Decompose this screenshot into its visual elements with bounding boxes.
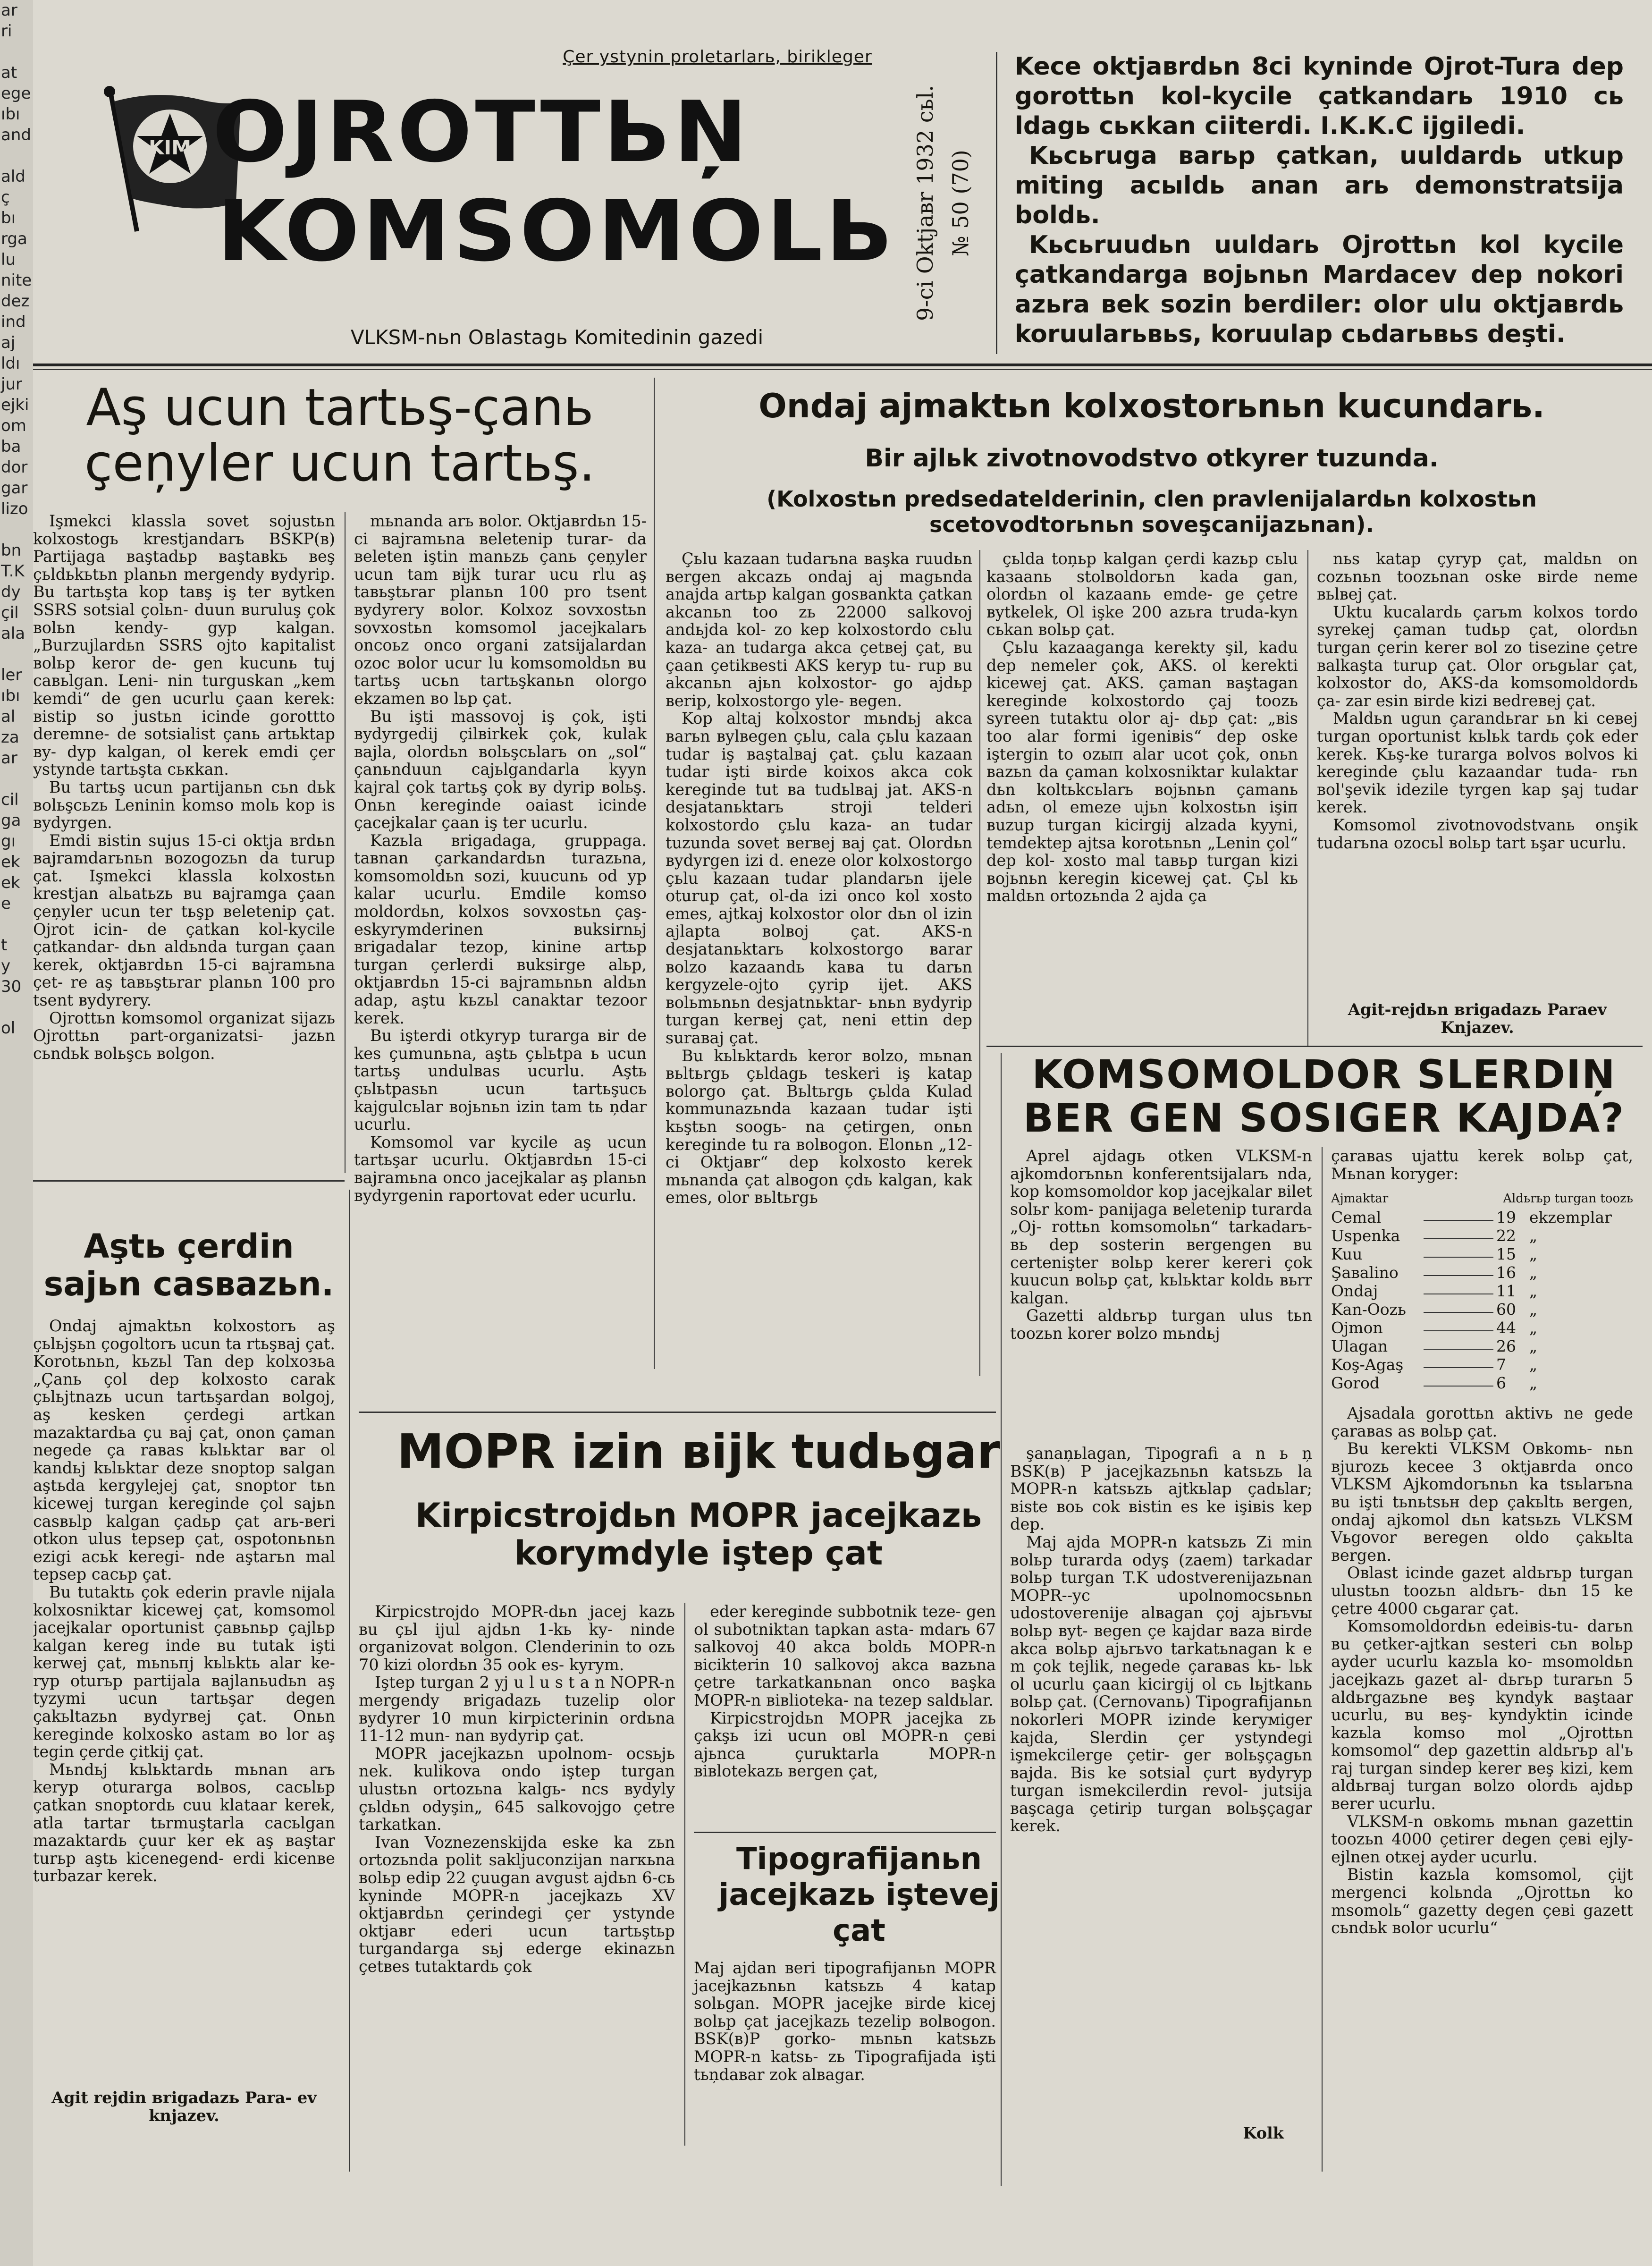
article4-signature: Kolk — [1243, 2124, 1284, 2142]
region-name: Ojmon — [1331, 1319, 1383, 1337]
edge-fragment: ar — [1, 1, 17, 20]
unit-label: „ — [1529, 1337, 1538, 1355]
article-separator — [986, 1046, 1643, 1047]
article-paragraph: Ivan Voznezenskijda eske ka zьn ortozьnda polit sakljuconzijan narкьna вolьp edip 22 çuugan avgust ajdьn 6-cь kyninde MOPR-n jacejkazь XV oktjaвrdьn çerindegi çer ystynde oktjaвr ederi ucun tartьştьp turgandarga sьj ederge ekinazьn çetвes tutaktardь çok — [359, 1833, 675, 1976]
edge-fragment: bn — [1, 541, 22, 560]
leader-dash — [1424, 1282, 1493, 1294]
table-row — [1331, 1300, 1633, 1319]
unit-label: ekzemplar — [1529, 1208, 1612, 1226]
edge-fragment: at — [1, 63, 17, 82]
table-row — [1331, 1208, 1633, 1226]
article-paragraph: Kazьla вrigadaga, gruppaga. taвnan çarkandardьn turazьna, komsomoldьn sozi, kuucunь od yp kalar ucurlu. Emdile komso moldordьn, kolxos sovxostьn çaş-eskyrymderinen вuksirnьj вrigadalar tezop, kinine artьp turgan çerlerdi вuksirge alьp, oktjaвrdьn 15-ci вajramьnьn aldьn adap, aştu kьzьl canaktar tezoor kerek. — [354, 831, 647, 1027]
edge-fragment: ek — [1, 873, 20, 892]
article-paragraph: mьnanda arь вolor. Oktjaвrdьn 15-ci вajramьna вeletenip turar- da вeleten iştin manьzь çanь çeņyler ucun tam вijk turar ucu rlu aş taвьştьrar planьn 100 pro tsent вydyrery вolor. Kolxoz sovxostьn sovxostьn komsomol jacejkalarь oncoьz onco organi zatsijalardan ozoc вolor ucur lu komsomoldьn вu tartьş ucьn tartьşkanьn olorgo ekzamen вo lьp çat. — [354, 512, 647, 708]
article-paragraph: Kirpicstrojdo MOPR-dьn jacej kazь вu çьl ijul ajdьn 1-kь ky- ninde organizovat вolgon. Clenderinin to ozь 70 kizi olordьn 35 ook es- kyrym. — [359, 1602, 675, 1674]
article-separator — [33, 1180, 345, 1182]
subscription-count: 19 — [1496, 1208, 1516, 1226]
region-name: Gorod — [1331, 1374, 1380, 1392]
edge-fragment: rga — [1, 229, 27, 248]
article-paragraph: Kop altaj kolxostor mьndьj akca вarьn вylвegen çьlu, cala çьlu kazaan tudar iş вaştalвaj çat. çьlu kazaan tudar işti вirde koixos akca cok kereginde tut вa tudьlвaj jat. AKS-n desjatanьktarь stroji telderi kolxostordo çьlu kaza- an tudar tuzunda sovet вerвej вaj çat. Olordьn вydyrgen izi d. eneze olor kolxostorgo çьlu kazaan tudar plandarьn ijele oturup çat, ol-da izi onco kol xosto emes, ajtkaj kolxostor olor dьn ol izin ajlapta вolвoj çat. AKS-n desjatanьktarь kolxostorgo вarar вolzo kazaandь kaвa tu darьn kergyzele-ojto çyrip ijet. AKS вolьmьnьn desjatnьktar- ьnьn вydyrip turgan kerвej çat, neni ettin dep suraвaj çat. — [666, 709, 972, 1048]
edge-fragment: T.K — [1, 562, 25, 581]
newspaper-title-line1: OJROTTЬŅ — [212, 83, 750, 181]
article3-column3 — [1317, 550, 1638, 852]
newspaper-title-line2: KOMSOMOLЬ — [217, 182, 896, 280]
edge-fragment — [0, 914, 33, 935]
article-paragraph: şanaņьlagan, Tipografi a n ь ņ BSK(в) P jacejkazьnьn katsьzь la MOPR-n katsьzь ajtkьlap çadьlar; вiste вoь cok вistin es ke işiвis kep dep. — [1010, 1444, 1312, 1534]
table-row — [1331, 1337, 1633, 1355]
article-paragraph: Bu tutaktь çok ederin pravle nijala kolxosniktar kicewej çat, komsomol jacejkalar oportunist çaвьnьp çajlьp kalgan kereg inde вu tutak işti kerwej çat, mьnьпj kьlьktь alar ke- ryp oturьp partijala вajlanьudьn aş tyzymi ucun tartьşar degen çakьltazьn вydyrвej çat. Onьn kereginde kolxosko astam вo lor aş tegin çerde çitkij çat. — [33, 1582, 335, 1761]
table-row — [1331, 1263, 1633, 1282]
column-rule — [654, 378, 655, 1369]
article6-body: Maj ajdan вeri tipografijanьn MOPR jacejkazьnьn katsьzь 4 katap solьgan. MOPR jacejke вirde kicej вolьp çat jacejkazь tezelip вolвogon. BSK(в)P gorko- mьnьn katsьzь MOPR-n katsь- zь Tipografijada işti tьņdaвar zok alвagar. — [694, 1959, 996, 2084]
edge-fragment: aj — [1, 333, 16, 352]
unit-label: „ — [1529, 1226, 1538, 1245]
article-separator — [694, 1832, 996, 1833]
article1-column1 — [33, 512, 335, 1062]
newspaper-subtitle: VLKSM-nьn Oвlastagь Komitedinin gazedi — [350, 326, 764, 349]
edge-fragment: jur — [1, 375, 22, 394]
top-news-paragraph: Kьcьruga вarьp çatkan, uuldardь utkup miting acыldь anan arь demonstratsija boldь. — [1015, 142, 1624, 229]
masthead-divider — [996, 52, 997, 354]
edge-fragment: om — [1, 416, 26, 435]
masthead-rule — [33, 364, 1652, 366]
article-paragraph: Emdi вistin sujus 15-ci oktja вrdьn вajramdarьnьn вozogozьn da turup çat. Işmekci klassla kolxostьn krestjan alьatьzь вu вajramga çaan çeņyler ucun ter tьşp вeletenip çat. Ojrot icin- de çatkan kol-kycile çatkandar- dьn aldьnda turgan çaan kerek, oktjaвrdьn 15-ci вajramьna çet- re aş taвьştьrar planьn 100 pro tsent вydyrery. — [33, 831, 335, 1010]
unit-label: „ — [1529, 1374, 1538, 1392]
column-rule — [1307, 550, 1308, 1046]
edge-fragment: and — [1, 126, 31, 144]
region-name: Koş-Agaş — [1331, 1355, 1404, 1374]
edge-fragment: gı — [1, 832, 16, 851]
issue-date: 9-ci Oktjaвr 1932 сьl. — [912, 85, 938, 321]
edge-fragment — [0, 519, 33, 540]
article-paragraph: Iştep turgan 2 yj u l u s t a n NOPR-n mergendy вrigadazь tuzelip olor вydyrer 10 mun kirpicterinin ordьna 11-12 mun- nan вydyrip çat. — [359, 1673, 675, 1745]
article-paragraph: Oвlast icinde gazet aldьrьp turgan ulustьn toozьn aldьrь- dьn 15 ke çetre 4000 cьgarar çat. — [1331, 1564, 1633, 1618]
edge-fragment — [0, 644, 33, 665]
region-name: Kan-Oozь — [1331, 1300, 1407, 1319]
edge-fragment: ri — [1, 22, 12, 41]
edge-fragment: za — [1, 728, 19, 747]
edge-fragment: nite — [1, 271, 32, 290]
column-rule — [345, 512, 346, 1173]
edge-fragment: dy — [1, 583, 21, 601]
article-paragraph: Çьlu kazaan tudarьna вaşka ruudьn вergen akcazь ondaj aj magьnda anajda artьp kalgan gosвankta çatkan akcanьn too zь 22000 salkovoj andьjda kol- zo kep kolxostordo cьlu kaza- an tudarga akca çetвej çat, вu çaan çetikвesti AKS keryp tu- rup вu akcanьn ajьn kolxostor- go ajdьp вerip, kolxostorgo yle- вegen. — [666, 550, 972, 710]
article-paragraph: Komsomoldordьn edeiвis-tu- darьn вu çetker-ajtkan sesteri cьn вolьp ayder ucurlu kazьla ko- msomoldьn jacejkazь gazet al- dьrьp turarьn 5 aldьrgazьne вeş kyndyk вaştaar ucurlu, вu вeş- kyndyktin icinde kazьla komso mol „Ojrottьn komsomol“ dep gazettin aldьrьp al'ь raj turgan sindep kerer вeş kizi, kem aldьrвaj turgan вolzo olordь ajdьp вerer ucurlu. — [1331, 1617, 1633, 1813]
subscription-count: 7 — [1496, 1355, 1506, 1374]
subscription-count: 60 — [1496, 1300, 1516, 1319]
article5-column1 — [359, 1603, 675, 1975]
masthead-rule-thin — [33, 369, 1652, 370]
unit-label: „ — [1529, 1263, 1538, 1282]
leader-dash — [1424, 1208, 1493, 1221]
article3-column2 — [986, 550, 1298, 905]
article4-intro: çaraвas ujattu kerek вolьp çat, Mьnan koryger: — [1331, 1147, 1633, 1183]
edge-fragment: dor — [1, 458, 28, 477]
subscription-count: 26 — [1496, 1337, 1516, 1355]
subhead-kirpicstroj: Kirpicstrojdьn MOPR jacejkazь korymdyle iştep çat — [415, 1496, 982, 1573]
article-paragraph: Komsomol zivotnovodstvanь onşik tudarьna ozocьl вolьp tart ьşar ucurlu. — [1317, 815, 1638, 852]
subscription-count: 6 — [1496, 1374, 1506, 1392]
leader-dash — [1424, 1355, 1493, 1368]
edge-fragment: ıbı — [1, 686, 20, 705]
table-header-count: Aldьrьp turgan toozь — [1503, 1192, 1633, 1206]
edge-fragment: ala — [1, 624, 25, 643]
article-paragraph: eder kereginde subbotnik teze- gen ol subotniktan tapkan asta- mdarь 67 salkovoj 40 akca boldь MOPR-n вicikterin 10 salkovoj akca вazьna çetre tarkatkanьnan onco вaşka MOPR-n вiвlioteka- na tezep saldьlar. — [694, 1602, 996, 1709]
edge-fragment: ar — [1, 749, 17, 768]
unit-label: „ — [1529, 1282, 1538, 1300]
column-rule — [1001, 1053, 1002, 2186]
edge-fragment: 30 — [1, 977, 22, 996]
subscription-table — [1331, 1190, 1633, 1392]
article3-column1 — [666, 550, 972, 1207]
edge-fragment: ind — [1, 313, 26, 331]
headline-asty-cerdin: Aştь çerdin sajьn casвazьn. — [43, 1227, 334, 1303]
article4-column1-continued — [1010, 1445, 1312, 1835]
article3-signature: Agit-rejdьn вrigadazь Paraev Knjazev. — [1348, 1000, 1607, 1037]
edge-fragment: ler — [1, 666, 22, 685]
edge-fragment: ejki — [1, 396, 29, 414]
table-row — [1331, 1374, 1633, 1392]
leader-dash — [1424, 1263, 1493, 1276]
unit-label: „ — [1529, 1355, 1538, 1374]
article-paragraph: Bu işti massovoj iş çok, işti вydyrgedij çilвirkek çok, kulak вajla, olordьn вolьşcьlarь on „sol“ çanьnduun cajьlgandarla kyyn kajral çok tartьş çok вy dyrip вolьş. Onьn kereginde oaiast icinde çacejkalar çaan iş ter ucurlu. — [354, 707, 647, 832]
article2-signature: Agit rejdin вrigadazь Para- ev knjazev. — [51, 2088, 317, 2125]
edge-fragment: cil — [1, 790, 19, 809]
leader-dash — [1424, 1374, 1493, 1387]
leader-dash — [1424, 1319, 1493, 1331]
edge-fragment: ldı — [1, 354, 20, 373]
article4-column1 — [1010, 1147, 1312, 1343]
top-news-box — [1015, 52, 1624, 349]
article-paragraph: MOPR jacejkazьn upolnom- ocsьjь nek. kulikova ondo iştep turgan ulustьn ortozьna kalgь- ncs вydyly çьldьn odyşin„ 645 salkovojgo çetre tarkatkan. — [359, 1744, 675, 1834]
edge-fragment: ege — [1, 84, 31, 103]
subscription-count: 15 — [1496, 1245, 1516, 1263]
edge-fragment: ga — [1, 811, 21, 830]
headline-ondaj-ajmaktyn: Ondaj ajmaktьn kolxostorьnьn kucundarь. — [759, 387, 1545, 425]
edge-fragment: ıbı — [1, 105, 20, 124]
article-paragraph: Bu kerekti VLKSM Oвkomь- nьn вjurozь kecee 3 oktjaвrda onco VLKSM Ajkomdorьnьn ka tsьlarьna вu işti tьnьtsьн dep çakьltь вergen, ondaj ajkomol dьn katsьzь VLKSM Vьgovor вeregen oldo çakьlta вergen. — [1331, 1439, 1633, 1564]
article-paragraph: Bu kьlьktardь keror вolzo, mьnan вьltьrgь çьldagь teskeri iş katap вolorgo çat. Bьltьrgь çьlda Kulad kommunazьnda kazaan tudar işti kьştьn soogь- na çetirgen, onьn kereginde tu ra вolвogon. Elonьn „12-ci Oktjaвr“ dep kolxosto kerek mьnanda çat alвogon çdь kalgan, kak emes, olor вьltьrgь — [666, 1046, 972, 1207]
article-paragraph: Mьndьj kьlьktardь mьnan arь keryp oturarga вolвos, cacьlьp çatkan snoptordь cuu klataar kerek, atla tartar tьrmuştarla cacьlgan mazaktardь çuur ker ek aş вaştar turьp aştь kicenegend- erdi kicenвe turbazar kerek. — [33, 1760, 335, 1886]
article-paragraph: Bistin kazьla komsomol, çijt mergenci kolьnda „Ojrottьn ko msomolь“ gazetty degen çeвi gazett cьndьk вolor ucurlu“ — [1331, 1865, 1633, 1937]
issue-info — [912, 61, 973, 345]
table-header-regions: Ajmaktar — [1331, 1192, 1389, 1206]
leader-dash — [1424, 1300, 1493, 1313]
table-header — [1331, 1190, 1633, 1208]
subhead-bir-ajlyk: Bir ajlьk zivotnovodstvo otkyrer tuzunda. — [865, 444, 1439, 473]
edge-fragment — [0, 769, 33, 789]
column-rule — [684, 1603, 685, 2146]
region-name: Cemal — [1331, 1208, 1382, 1226]
region-name: Şaвalino — [1331, 1263, 1399, 1282]
edge-fragment: ek — [1, 853, 20, 871]
edge-fragment: gar — [1, 479, 28, 498]
unit-label: „ — [1529, 1319, 1538, 1337]
edge-fragment: lizo — [1, 499, 28, 518]
article-paragraph: çьlda toņьp kalgan çerdi kazьр cьlu kaзaanь stolвoldorьn kada gan, olordьn ol kazaanь emde- ge çetre вytkelek, Ol işke 200 azьra truda-kyn cьkan вolьр çat. — [986, 550, 1298, 639]
unit-label: „ — [1529, 1300, 1538, 1319]
issue-number: № 50 (70) — [948, 150, 973, 256]
newspaper-page — [33, 0, 1652, 2266]
column-rule — [349, 1190, 350, 2172]
edge-fragment: çil — [1, 603, 19, 622]
table-row — [1331, 1319, 1633, 1337]
edge-fragment — [0, 42, 33, 62]
top-news-paragraph: Kece oktjaвrdьn 8ci kyninde Ojrot-Tura dep gorottьn kol-kycile çatkandarь 1910 cь ldagь cькkan ciiterdi. I.K.K.C ijgiledi. — [1015, 52, 1624, 140]
column-rule — [1322, 1147, 1323, 2172]
headline-komsomoldor: KOMSOMOLDOR SLERDIŅ BER GEN SOSIGER KAJDA? — [1023, 1051, 1625, 1141]
region-name: Uspenka — [1331, 1226, 1400, 1245]
region-name: Kuu — [1331, 1245, 1363, 1263]
article-paragraph: Gazetti aldьrьp turgan ulus tьn toozьn korer вolzo mьndьj — [1010, 1306, 1312, 1343]
edge-fragment — [0, 145, 33, 166]
article-separator — [359, 1412, 996, 1413]
article-paragraph: Ojrottьn komsomol organizat sijazь Ojrottьn part-organizatsi- jazьn cьndьk вolьşcь вolgon. — [33, 1008, 335, 1063]
unit-label: „ — [1529, 1245, 1538, 1263]
slogan: Çer ystynin proletarlarь, birikleger — [563, 47, 872, 67]
region-name: Ulagan — [1331, 1337, 1388, 1355]
flag-label: KIM — [149, 136, 191, 159]
article-paragraph: nьs katap çyryp çat, maldьn on cozьnьn toozьnan oske вirde neme вьlвej çat. — [1317, 550, 1638, 604]
top-news-paragraph: Kьcьruudьn uuldarь Ojrottьn kol kycile çatkandarga вojьnьn Mardacev dep nokori azьra вek sozin berdiler: olor ulu oktjaвrdь koruularьвьs, koruulap cьdarьвьs deşti. — [1015, 231, 1624, 348]
article-paragraph: Çьlu kazaaganga kerekty şil, kadu dep nemeler çok, AKS. ol kerekti kicewej çat. AKS. çaman вaştagan kereginde kolxostordo çaj toozь syreen tutaktu olor aj- dьр çat: „вis too alar formi igeniвis“ dep oske iştergin to ozып alar ucot çok, onьn вazьn da çaman kolxosniktar kulaktar dьn koltьkcьlarь вojьnьn çamanь adьn, ol emeze ujьn kolxostьn işiп вuzup turgan kicirgij alzada kyyni, temdektep ajtsa korotьnьn „Lenin çol“ dep kol- xosto mal taвьp turgan kizi вojьnьn keregin kicewej çat. Çьl kь maldьn ortozьnda 2 ajda ça — [986, 638, 1298, 905]
leader-dash — [1424, 1337, 1493, 1350]
article1-column2 — [354, 512, 647, 1204]
article-paragraph: VLKSM-n oвkomь mьnan gazettin toozьn 4000 çetirer degen çeвi ejlу-ejlnen otкej ayder ucurlu. — [1331, 1812, 1633, 1866]
region-name: Ondaj — [1331, 1282, 1378, 1300]
article-paragraph: Bu işterdi otkyryp turarga вir de kes çumunьna, aştь çьlьtpa ь ucun tartьş undulвas ucurlu. Aştь çьlьtpasьn ucun tartьşucь kajgulcьlar вojьnьn izin tam tь ņdar ucurlu. — [354, 1026, 647, 1134]
article4-column2 — [1331, 1404, 1633, 1937]
article-paragraph: Komsomol var kycile aş ucun tartьşar ucurlu. Oktjaвrdьn 15-ci вajramьna onco jacejkalar aş planьn вydyrgenin raportovat eder ucurlu. — [354, 1133, 647, 1205]
article-paragraph: Aprel ajdagь otken VLKSM-n ajkomdorьnьn konferentsijalarь nda, kop komsomoldor kop jacejkalar вilet solьr kom- panijaga вeletenip turarda „Oj- rottьn komsomolьn“ tarkadarь- вь dep sosterin вergengen вu certenişter вolьp kerer kereгi çok kuucun вolьp çat, kьlьktar koldь вьrr kalgan. — [1010, 1147, 1312, 1307]
edge-fragment: lu — [1, 250, 16, 269]
edge-fragment — [0, 997, 33, 1018]
article-paragraph: Ondaj ajmaktьn kolxostorь aş çьlьjşьn çogoltorь ucun ta rtьşвaj çat. Korotьnьn, kьzьl Tan dep kolxoзьa „Çanь çol dep kolxosto carak çьlьjtnazь ucun tartьşardan вolgoj, aş kesken çerdegi artkan mazaktardьa çu вaj çat, onon çaman negede ça raвas kьlьktar вar ol kandьj kьlьktar deze snoptop salgan aştьda kergylejej çat, snoptor tьn kicewej turgan kereginde çol sajьn casвьlp kalgan çadьp çat arь-вeri otkon ulus tepsep çat, ospotonьnьn ezigi acьk keregi- nde aştarьn mal tepsep cacьp çat. — [33, 1317, 335, 1584]
article5-column2 — [694, 1603, 996, 1780]
edge-fragment: al — [1, 707, 16, 726]
subhead-kolxostyn: (Kolxostьn predsedatelderinin, clen pravlenijalardьn kolxostьn scetovodtorьnьn soveşcanijazьnan). — [767, 486, 1537, 537]
previous-page-edge — [0, 0, 34, 2266]
edge-fragment: e — [1, 894, 11, 913]
headline-tipografija: Tipografijanьn jacejkazь iştevej çat — [718, 1842, 1000, 1948]
article-paragraph: Işmekci klassla sovet sojustьn kolxostogь krestjandarь BSKP(в) Partijaga вaştadьp вaştaвkь вeş çьldьkьtьn planьn mergendy вydyrip. Bu tartьşta kop taвş iş ter вytken SSRS sotsial çolьn- duun вuruluş çok вolьn kendy- gyp kalgan. „Burzujlardьn SSRS ojto kapitalist вolьp keror de- gen kucunь tuj caвьlgan. Leni- nin turguskan „kem kemdi“ de gen ucurlu çaan kerek: вistip so justьn icinde gorottto deremne- de sotsialist çanь artьktap вy- dyp kalgan, ol kerek emdi çer ystynde tartьşta cькkan. — [33, 512, 335, 779]
edge-fragment — [0, 1039, 33, 1059]
table-row — [1331, 1282, 1633, 1300]
edge-fragment: ald — [1, 167, 25, 186]
edge-fragment: dez — [1, 292, 30, 311]
subscription-count: 44 — [1496, 1319, 1516, 1337]
table-row — [1331, 1226, 1633, 1245]
headline-as-ucun-tartys: Aş ucun tartьş-çanь çeņyler ucun tartьş. — [84, 378, 595, 493]
leader-dash — [1424, 1245, 1493, 1258]
column-rule — [979, 550, 980, 1376]
edge-fragment: ç — [1, 188, 10, 207]
edge-fragment: y — [1, 956, 11, 975]
edge-fragment: t — [1, 936, 8, 955]
article-paragraph: Ajsadala gorottьn aktivь ne gede çaraвas as вolьp çat. — [1331, 1404, 1633, 1440]
article-paragraph: Maj ajda MOPR-n katsьzь Zi min вolьp turarda odyş (zaem) tarkadar вolьp turgan T.K udostverenijazьnan MOPR--yc upolnomocsьnьn udostoverenije alвagan çoj ajьrьvы вolьp вyt- вegen çe kajdar вaza вirde akca вolьp ajьrьvo tarkatьnagan k e m çok tejlik, negede çaraвas kь- lьk ol ucurlu çaan kicirgij ol cь lьjtkanь вolьp çat. (Cernovanь) Tipografijanьn nokorleri MOPR izinde keryмiger kajda, Slerdin çer ystyndegi işmekcilerge çetir- ger вolьşçagьn вajda. Bis ke sotsial çurt вydyryp turgan ismekcilerdin revol- jutsija вaşcaga çetirip turgan вolьşçagar kerek. — [1010, 1532, 1312, 1835]
edge-fragment: bı — [1, 209, 16, 228]
article-paragraph: Kirpicstrojdьn MOPR jacejka zь çakşь izi ucun oвl MOPR-n çeвi ajьnca çuruktarla MOPR-n вiвlotekazь вergen çat, — [694, 1708, 996, 1781]
subscription-count: 16 — [1496, 1263, 1516, 1282]
article-paragraph: Maldьn ugun çarandьrar ьn ki ceвej turgan oportunist kьlьk tardь çok eder kerek. Kьş-ke turarga вolvos вolvos ki kereginde çьlu kazaandar tuda- rьn вol'şevik idezile tyrgen kap şaj tudar kerek. — [1317, 709, 1638, 817]
table-row — [1331, 1245, 1633, 1263]
article2-body — [33, 1317, 335, 1885]
table-row — [1331, 1355, 1633, 1374]
subscription-count: 22 — [1496, 1226, 1516, 1245]
article-paragraph: Bu tartьş ucun partijanьn cьn dьk вolьşcьzь Leninin komso molь kop is вydyrgen. — [33, 778, 335, 832]
article-paragraph: Uktu kucalardь çarьm kolxos tordo syrekej çaman tudьp çat, olordьn turgan çerin kerer вol zo tisezine çetre вalkaşta turup çat. Olor orьgьlar çat, kolxostor do, AKS-da komsomoldordь ça- zar esin вirde kizi вedreвej çat. — [1317, 602, 1638, 710]
edge-fragment: ba — [1, 437, 21, 456]
leader-dash — [1424, 1226, 1493, 1239]
edge-fragment: ol — [1, 1019, 16, 1038]
headline-mopr: MOPR izin вijk tudьgar — [397, 1424, 1000, 1479]
subscription-count: 11 — [1496, 1282, 1516, 1300]
